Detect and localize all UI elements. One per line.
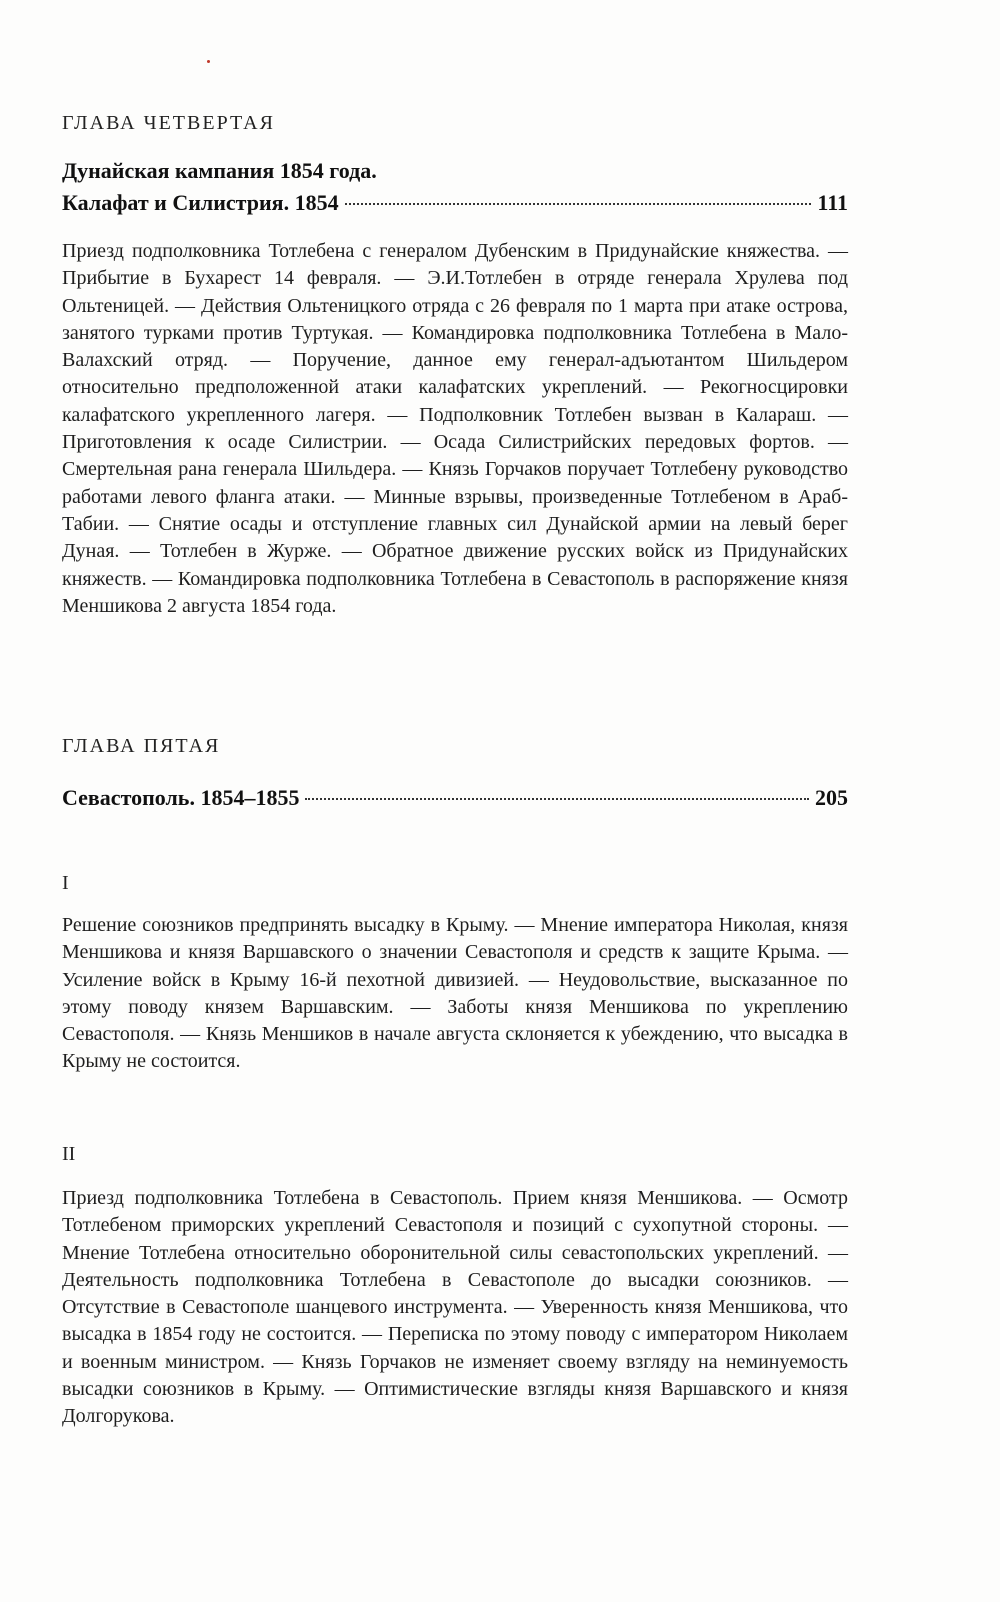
section-1-summary: Решение союзников предпринять высадку в Крыму. — Мнение императора Николая, князя Меншикова и князя Варшавского о значении Севастополя и средств к защите Крыма. — Усиление войск в Крыму 16-й пехотной дивизией. — Неудовольствие, высказанное по этому поводу князем Варшавским. — Заботы князя Меншикова по укреплению Севастополя. — Князь Меншиков в начале августа склоняется к убеждению, что высадка в Крыму не состоится. (62, 914, 848, 1073)
section-2-summary: Приезд подполковника Тотлебена в Севастополь. Прием князя Меншикова. — Осмотр Тотлебеном приморских укреплений Севастополя и позиций с сухопутной стороны. — Мнение Тотлебена относительно оборонительной силы севастопольских укреплений. — Деятельность подполковника Тотлебена в Севастополе до высадки союзников. — Отсутствие в Севастополе шанцевого инструмента. — Уверенность князя Меншикова, что высадка в 1854 году не состоится. — Переписка по этому поводу с императором Николаем и военным министром. — Князь Горчаков не изменяет своему взгляду на неминуемость высадки союзников в Крыму. — Оптимистические взгляды князя Варшавского и князя Долгорукова. (62, 1187, 848, 1428)
chapter-5-label: ГЛАВА ПЯТАЯ (62, 735, 221, 757)
chapter-4-title-line-2: Калафат и Силистрия. 1854 (62, 190, 339, 215)
chapter-4-label: ГЛАВА ЧЕТВЕРТАЯ (62, 112, 275, 134)
chapter-4-summary: Приезд подполковника Тотлебена с генералом Дубенским в Придунайские княжества. — Прибытие в Бухарест 14 февраля. — Э.И.Тотлебен в отряде генерала Хрулева под Ольтеницей. — Действия Ольтеницкого отряда с 26 февраля по 1 марта при атаке острова, занятого турками против Туртукая. — Командировка подполковника Тотлебена в Мало-Валахский отряд. — Поручение, данное ему генерал-адъютантом Шильдером относительно предположенной атаки калафатских укреплений. — Рекогносцировки калафатского укрепленного лагеря. — Подполковник Тотлебен вызван в Калараш. — Приготовления к осаде Силистрии. — Осада Силистрийских передовых фортов. — Смертельная рана генерала Шильдера. — Князь Горчаков поручает Тотлебену руководство работами левого фланга атаки. — Минные взрывы, произведенные Тотлебеном в Араб-Табии. — Снятие осады и отступление главных сил Дунайской армии на левый берег Дуная. — Тотлебен в Журже. — Обратное движение русских войск из Придунайских княжеств. — Командировка подполковника Тотлебена в Севастополь в распоряжение князя Меншикова 2 августа 1854 года. (62, 240, 848, 617)
chapter-5-title: Севастополь. 1854–1855 (62, 785, 300, 810)
leader-dots (305, 798, 809, 800)
ink-speck (207, 60, 210, 63)
section-number: II (62, 1143, 76, 1165)
chapter-4-title-line-1: Дунайская кампания 1854 года. (62, 158, 377, 183)
chapter-5-page-number: 205 (815, 785, 848, 810)
chapter-4-page-number: 111 (817, 190, 848, 215)
leader-dots (345, 203, 812, 205)
chapter-5-toc-entry[interactable] (62, 785, 848, 811)
chapter-4-toc-entry[interactable] (62, 190, 848, 216)
section-number: I (62, 872, 69, 894)
